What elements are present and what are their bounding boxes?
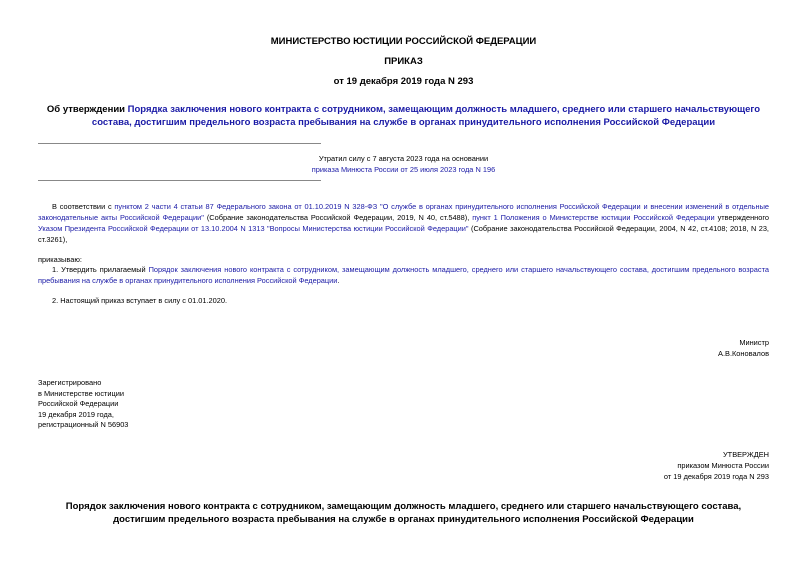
status-note-text: Утратил силу с 7 августа 2023 года на основании bbox=[318, 154, 489, 163]
order-item-2: 2. Настоящий приказ вступает в силу с 01.01.2020. bbox=[52, 296, 228, 305]
preamble-paragraph bbox=[38, 201, 769, 245]
item1-text: 1. Утвердить прилагаемый bbox=[52, 265, 149, 274]
preamble-link-regulation[interactable]: пункт 1 Положения о Министерстве юстиции Российской Федерации bbox=[472, 213, 715, 222]
title-prefix: Об утверждении bbox=[46, 104, 128, 115]
preamble-link-decree[interactable]: Указом Президента Российской Федерации от 13.10.2004 N 1313 "Вопросы Министерства юстиции Российской Федерации" bbox=[38, 224, 469, 233]
approval-block bbox=[664, 449, 769, 482]
document-type: ПРИКАЗ bbox=[384, 56, 423, 67]
preamble-text-3: утвержденного bbox=[714, 213, 769, 222]
order-item-1 bbox=[38, 264, 769, 286]
approval-line: приказом Минюста России bbox=[677, 461, 769, 470]
status-note-link[interactable]: приказа Минюста России от 25 июля 2023 года N 196 bbox=[311, 165, 496, 174]
divider-bottom bbox=[38, 180, 321, 181]
document-date-number: от 19 декабря 2019 года N 293 bbox=[333, 76, 474, 87]
registration-line: Зарегистрировано bbox=[38, 378, 102, 387]
preamble-text-2: (Собрание законодательства Российской Федерации, 2019, N 40, ст.5488), bbox=[203, 213, 473, 222]
title-link[interactable]: Порядка заключения нового контракта с сотрудником, замещающим должность младшего, среднего или старшего начальствующего состава, достигшим предельного возраста пребывания на службе в органах принудительного исполнения Российской Федерации bbox=[91, 104, 761, 128]
approval-line: от 19 декабря 2019 года N 293 bbox=[663, 472, 769, 481]
signature-name: А.В.Коновалов bbox=[718, 349, 769, 358]
item1-link[interactable]: Порядок заключения нового контракта с сотрудником, замещающим должность младшего, среднего или старшего начальствующего состава, достигшим предельного возраста пребывания на службе в органах принудительного исполнения Российской Федерации bbox=[38, 265, 769, 285]
preamble-text-4: (Собрание законодательства Российской Федерации, 2004, N 42, ст.4108; 2018, N 23, ст.3261), bbox=[38, 224, 769, 244]
annex-title: Порядок заключения нового контракта с сотрудником, замещающим должность младшего, среднего или старшего начальствующего состава, достигшим предельного возраста пребывания на службе в органах принудительного исполнения Российской Федерации bbox=[65, 501, 742, 525]
status-note bbox=[0, 153, 807, 175]
registration-line: 19 декабря 2019 года, bbox=[38, 409, 114, 419]
registration-line: Российской Федерации bbox=[38, 399, 119, 408]
signature-block bbox=[718, 337, 769, 359]
item1-end: . bbox=[337, 276, 340, 285]
registration-block bbox=[38, 378, 128, 431]
signature-position: Министр bbox=[739, 338, 769, 347]
preamble-link-law[interactable]: пунктом 2 части 4 статьи 87 Федерального закона от 01.10.2019 N 328-ФЗ "О службе в органах принудительного исполнения Российской Федерации и внесении изменений в отдельные законодательные акты Российской Федерации" bbox=[38, 202, 769, 222]
divider-top bbox=[38, 143, 321, 144]
registration-line: регистрационный N 56903 bbox=[38, 420, 129, 429]
document-title bbox=[45, 104, 762, 129]
registration-line: в Министерстве юстиции bbox=[38, 388, 125, 398]
order-word: приказываю: bbox=[38, 255, 82, 264]
approval-line: УТВЕРЖДЕН bbox=[722, 450, 769, 459]
ministry-name: МИНИСТЕРСТВО ЮСТИЦИИ РОССИЙСКОЙ ФЕДЕРАЦИИ bbox=[270, 36, 537, 47]
preamble-text-1: В соответствии с bbox=[52, 202, 115, 211]
